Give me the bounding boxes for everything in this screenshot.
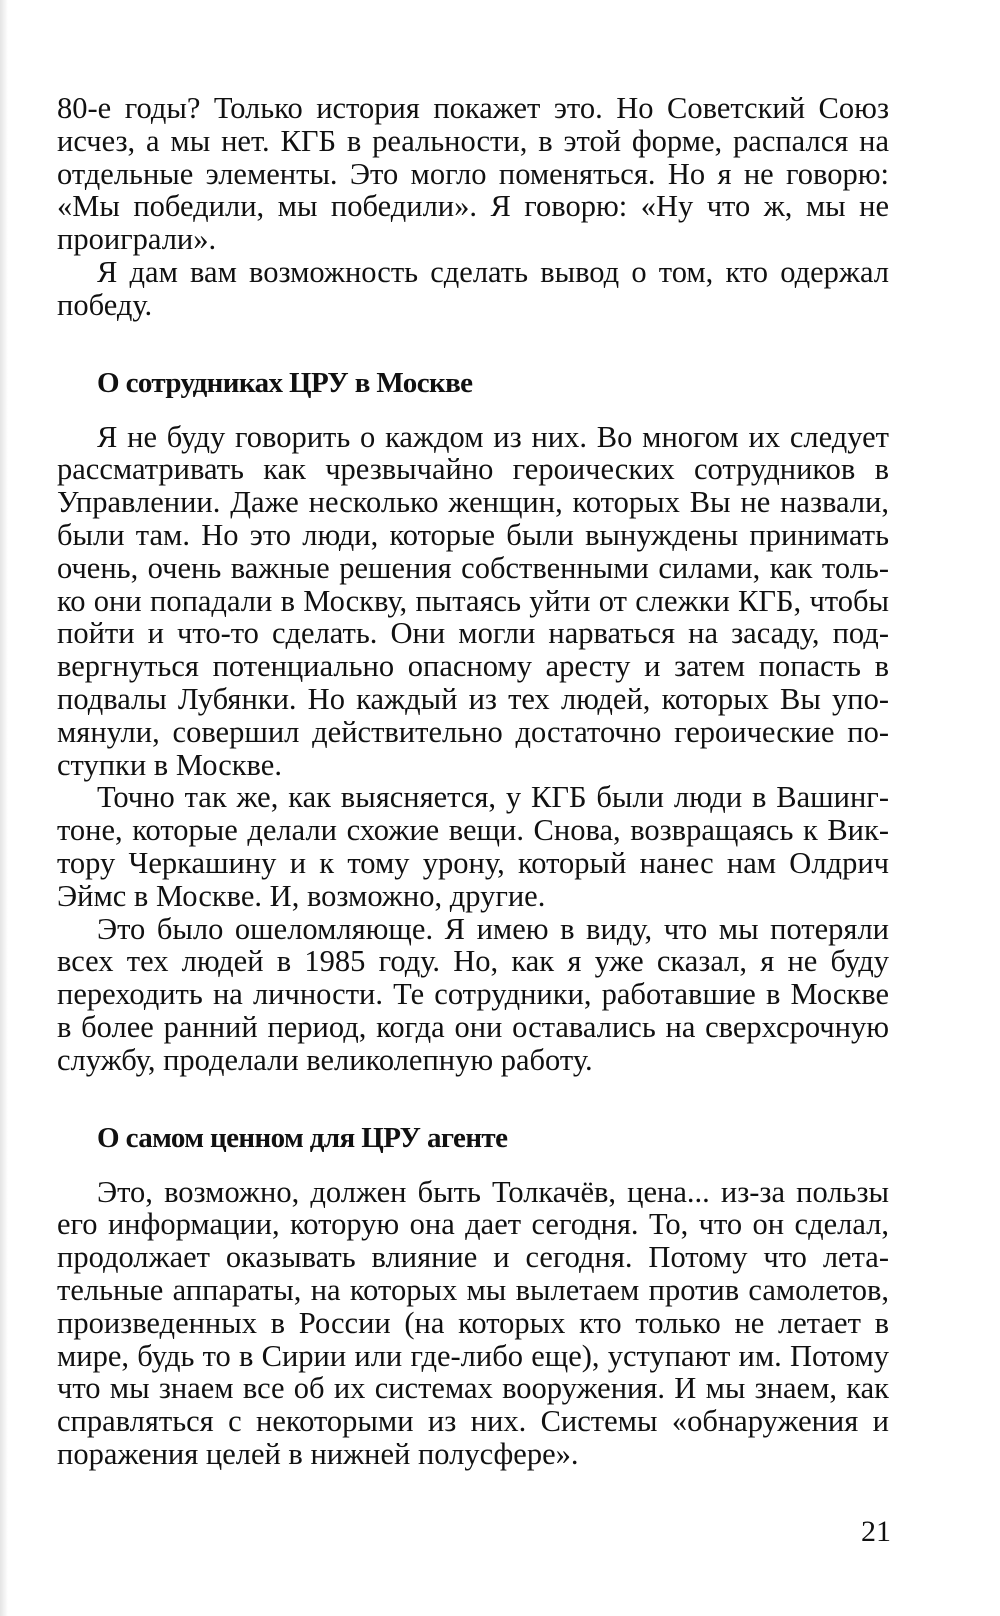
paragraph: Это, возможно, должен быть Толкачёв, цена... из-за пользы его информации, которую она дает сегодня. То, что он сделал, продолжает оказывать влияние и сегодня. Потому что летательные аппараты, на которых мы вылетаем против самолетов, произведенных в России (на которых кто только не летает в мире, будь то в Сирии или где-либо еще), уступают им. Потому что мы знаем все об их системах вооружения. И мы знаем, как справляться с некоторыми из них. Системы «обнаружения и поражения целей в нижней полусфере». [57, 1174, 889, 1471]
section-heading-cia-officers: О сотрудниках ЦРУ в Москве [97, 366, 473, 399]
page-number: 21 [861, 1515, 891, 1548]
paragraph-continued: 80-е годы? Только история покажет это. Но Советский Союз исчез, а мы нет. КГБ в реальности, в этой форме, распался на отдельные элементы. Это могло поменяться. Но я не говорю: «Мы победили, мы победили». Я говорю: «Ну что ж, мы не проиграли». [57, 91, 889, 257]
paragraph: Я не буду говорить о каждом из них. Во многом их следует рассматривать как чрезвычайно героических сотрудников в Управлении. Даже несколько женщин, которых Вы не назвали, были там. Но это люди, которые были вынуждены принимать очень, очень важные решения собственными силами, как только они попадали в Москву, пытаясь уйти от слежки КГБ, чтобы пойти и что-то сделать. Они могли нарваться на засаду, подвергнуться потенциально опасному аресту и затем попасть в подвалы Лубянки. Но каждый из тех людей, которых Вы упомянули, совершил действительно достаточно героические поступки в Москве. [57, 419, 889, 782]
paragraph: Это было ошеломляюще. Я имею в виду, что мы потеряли всех тех людей в 1985 году. Но, как я уже сказал, я не буду переходить на личности. Те сотрудники, работавшие в Москве в более ранний период, когда они оставались на сверхсрочную службу, проделали великолепную работу. [57, 911, 889, 1077]
paragraph: Точно так же, как выясняется, у КГБ были люди в Вашингтоне, которые делали схожие вещи. Снова, возвращаясь к Виктору Черкашину и к тому урону, который нанес нам Олдрич Эймс в Москве. И, возможно, другие. [57, 780, 889, 913]
paragraph-conclusion: Я дам вам возможность сделать вывод о том, кто одержал победу. [57, 254, 889, 322]
section-heading-valuable-agent: О самом ценном для ЦРУ агенте [97, 1121, 508, 1154]
page-edge-shadow [0, 0, 8, 1616]
book-page [57, 92, 889, 1471]
